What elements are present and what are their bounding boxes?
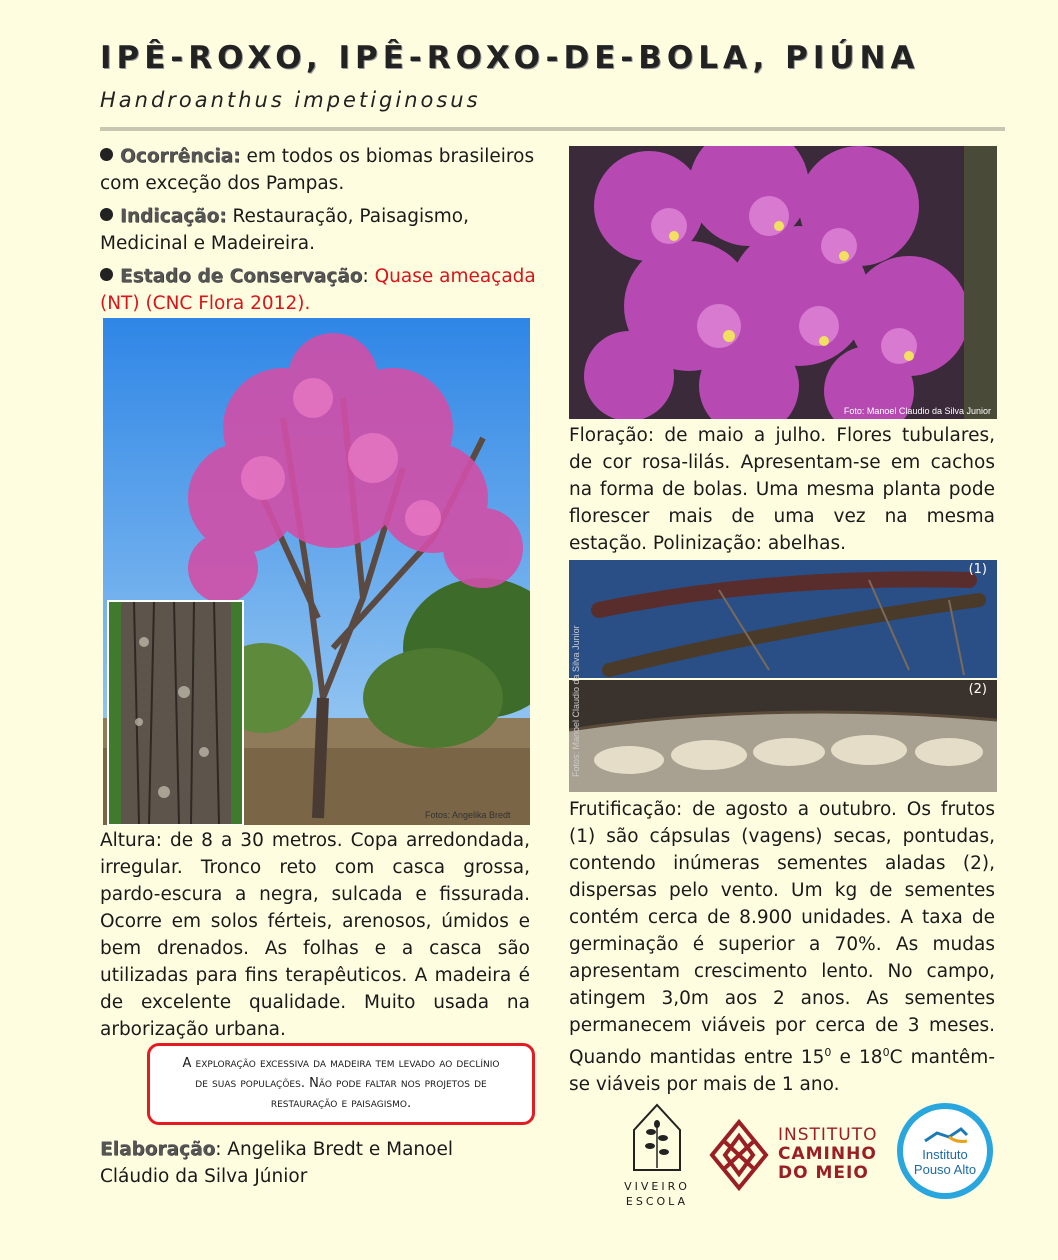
instituto-pouso-alto-logo <box>897 1103 993 1199</box>
frutificacao-text-c: C mantêm-se viáveis por mais de 1 ano. <box>569 1047 996 1096</box>
tree-photo-credit: Fotos: Angelika Bredt <box>425 810 511 820</box>
header-divider <box>100 127 1005 131</box>
floracao-text: Floração: de maio a julho. Flores tubulares, de cor rosa-lilás. Apresentam-se em cachos na forma de bolas. Uma mesma planta pode florescer mais de uma vez na mesma estação. Polinização: abelhas. <box>569 425 995 554</box>
viveiro-line2: ESCOLA <box>625 1195 689 1208</box>
instituto-caminho-do-meio-logo <box>708 1118 878 1198</box>
viveiro-leaf-icon <box>622 1100 692 1175</box>
fruit-photo-1 <box>569 560 997 678</box>
warning-text: A exploração excessiva da madeira tem levado ao declínio de suas populações. Não pode faltar nos projetos de restauração e paisagismo. <box>182 1056 500 1111</box>
viveiro-escola-logo <box>622 1100 692 1208</box>
bullet-icon <box>100 148 113 161</box>
credits-label: Elaboração <box>100 1139 216 1160</box>
estado-colon: : <box>362 266 375 287</box>
degree-superscript-2: 0 <box>882 1046 890 1059</box>
bullet-icon <box>100 268 113 281</box>
frutificacao-text-a: Frutificação: de agosto a outubro. Os frutos (1) são cápsulas (vagens) secas, pontudas, contendo inúmeras sementes aladas (2), dispersas pelo vento. Um kg de sementes contém cerca de 8.900 unidades. A taxa de germinação é superior a 70%. As mudas apresentam crescimento lento. No campo, atingem 3,0m aos 2 anos. As sementes permanecem viáveis por cerca de 3 meses. Quando mantidas entre 15 <box>569 799 995 1069</box>
tree-photo <box>103 318 530 825</box>
indicacao-item <box>100 203 540 257</box>
estado-text: Quase ameaçada (NT) (CNC Flora 2012). <box>100 266 536 314</box>
viveiro-line1: VIVEIRO <box>624 1180 690 1193</box>
page-title: IPÊ-ROXO, IPÊ-ROXO-DE-BOLA, PIÚNA <box>100 40 920 76</box>
indicacao-label: Indicação: <box>120 206 227 227</box>
altura-text: Altura: de 8 a 30 metros. Copa arredondada, irregular. Tronco reto com casca grossa, pardo-escura a negra, sulcada e fissurada. Ocorre em solos férteis, arenosos, úmidos e bem drenados. As folhas e a casca são utilizadas para fins terapêuticos. A madeira é de excelente qualidade. Muito usada na arborização urbana. <box>100 830 530 1040</box>
caminho-line1: INSTITUTO <box>778 1125 878 1145</box>
indicacao-text: Restauração, Paisagismo, Medicinal e Madeireira. <box>100 206 469 254</box>
pouso-line1: Instituto <box>922 1147 968 1162</box>
pouso-line2: Pouso Alto <box>913 1162 977 1177</box>
scientific-name: Handroanthus impetiginosus <box>100 88 481 112</box>
frutificacao-text-b: e 18 <box>831 1047 883 1069</box>
bark-inset-photo <box>107 600 244 825</box>
credits-text: : Angelika Bredt e Manoel Cláudio da Silva Júnior <box>100 1139 453 1187</box>
flower-photo <box>569 146 997 419</box>
degree-superscript-1: 0 <box>824 1046 832 1059</box>
ocorrencia-label: Ocorrência: <box>120 146 241 167</box>
caminho-line2: CAMINHO <box>778 1144 877 1164</box>
caminho-line3: DO MEIO <box>778 1163 869 1183</box>
bullet-icon <box>100 208 113 221</box>
estado-label: Estado de Conservação <box>120 266 363 287</box>
fruit-label-1: (1) <box>968 562 987 577</box>
flower-photo-credit: Foto: Manoel Claudio da Silva Junior <box>843 406 991 416</box>
estado-item <box>100 263 540 317</box>
credits <box>100 1136 520 1190</box>
fruit-photo-2 <box>569 680 997 792</box>
endless-knot-icon <box>708 1118 770 1192</box>
fruit-label-2: (2) <box>968 682 987 697</box>
ocorrencia-item <box>100 143 540 197</box>
fruit-photo-credit: Fotos: Manoel Claudio da Silva Junior <box>571 625 581 777</box>
ocorrencia-text: em todos os biomas brasileiros com exceção dos Pampas. <box>100 146 535 194</box>
warning-box <box>147 1043 535 1125</box>
frutificacao-text <box>569 796 995 1098</box>
